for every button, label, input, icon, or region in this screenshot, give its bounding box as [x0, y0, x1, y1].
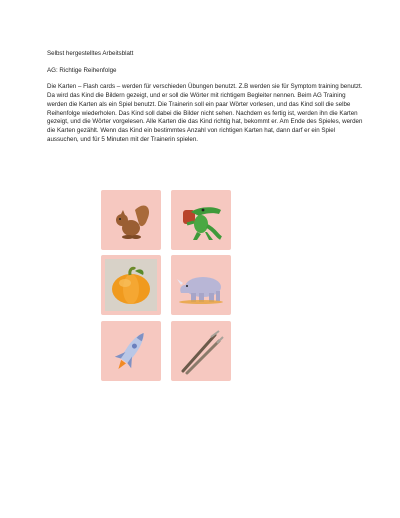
text-block: [47, 50, 367, 145]
page-title: Selbst hergestelltes Arbeitsblatt: [47, 50, 134, 57]
tweezers-icon: [171, 321, 231, 381]
squirrel-icon: [101, 190, 161, 250]
flash-card-crocodile: [171, 190, 231, 250]
flash-card-tweezers: [171, 321, 231, 381]
flash-card-pumpkin: [101, 255, 161, 315]
page-subtitle: AG: Richtige Reihenfolge: [47, 66, 117, 74]
rhinoceros-icon: [171, 255, 231, 315]
flash-card-squirrel: [101, 190, 161, 250]
pumpkin-icon: [101, 255, 161, 315]
flash-card-rocket: [101, 321, 161, 381]
flash-card-rhinoceros: [171, 255, 231, 315]
body-paragraph: Die Karten – Flash cards – werden für verschieden Übungen benutzt. Z.B werden sie für Symptom training benutzt. Da wird das Kind die Bildern gezeigt, und er soll die Wörter mit richtigem Begleiter nennen. Beim AG Training werden die Karten als ein Spiel benutzt. Die Trainerin soll ein paar Wörter vorlesen, und das Kind soll die selbe Reihenfolge wiederholen. Das Kind soll dabei die Bilder nicht sehen. Nachdem es fertig ist, werden ihn die Karten gezeigt, und die Wörter vorgelesen. Alle Karten die das Kind richtig hat, bekommt er. Am Ende des Spieles, werden die Karten gezählt. Wenn das Kind ein bestimmtes Anzahl von richtigen Karten hat, dann darf er ein Spiel aussuchen, und für 5 Minuten mit der Trainerin spielen.: [47, 83, 363, 143]
crocodile-icon: [171, 190, 231, 250]
rocket-icon: [101, 321, 161, 381]
